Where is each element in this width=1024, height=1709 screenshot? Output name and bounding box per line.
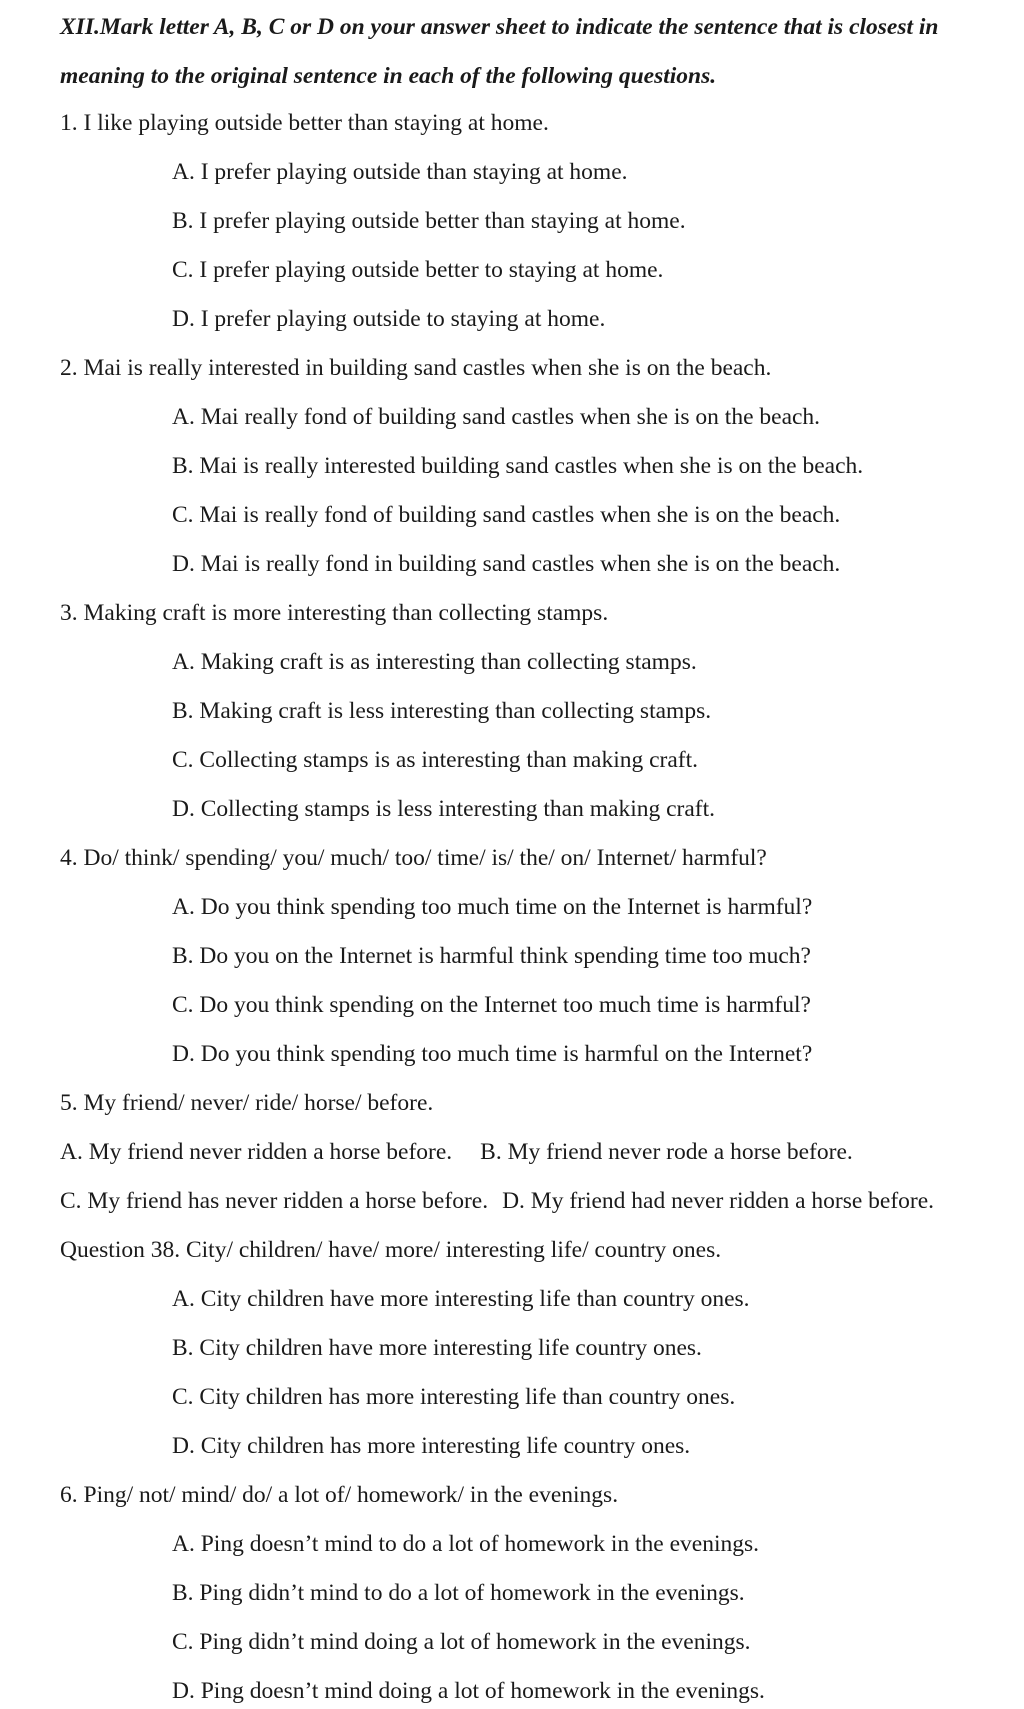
question-3-option-c[interactable]: C. Collecting stamps is as interesting than making craft.	[172, 747, 699, 773]
question-38-stem: Question 38. City/ children/ have/ more/ interesting life/ country ones.	[60, 1237, 722, 1263]
question-5-options-row-2	[60, 1186, 934, 1216]
question-2-stem: 2. Mai is really interested in building sand castles when she is on the beach.	[60, 355, 772, 381]
question-6-option-c[interactable]: C. Ping didn’t mind doing a lot of homework in the evenings.	[172, 1629, 751, 1655]
question-1-stem: 1. I like playing outside better than staying at home.	[60, 110, 549, 136]
question-4-option-c[interactable]: C. Do you think spending on the Internet too much time is harmful?	[172, 992, 811, 1018]
question-4-stem: 4. Do/ think/ spending/ you/ much/ too/ time/ is/ the/ on/ Internet/ harmful?	[60, 845, 767, 871]
question-2-option-a[interactable]: A. Mai really fond of building sand castles when she is on the beach.	[172, 404, 821, 430]
question-3-option-d[interactable]: D. Collecting stamps is less interesting than making craft.	[172, 796, 716, 822]
question-1-option-a[interactable]: A. I prefer playing outside than staying at home.	[172, 159, 628, 185]
question-5-option-d[interactable]: D. My friend had never ridden a horse before.	[502, 1188, 935, 1214]
question-3-option-a[interactable]: A. Making craft is as interesting than collecting stamps.	[172, 649, 697, 675]
instruction-heading-line-1: XII.Mark letter A, B, C or D on your answer sheet to indicate the sentence that is closest in	[60, 14, 939, 40]
question-2-option-c[interactable]: C. Mai is really fond of building sand castles when she is on the beach.	[172, 502, 841, 528]
question-6-option-a[interactable]: A. Ping doesn’t mind to do a lot of homework in the evenings.	[172, 1531, 760, 1557]
question-6-stem: 6. Ping/ not/ mind/ do/ a lot of/ homework/ in the evenings.	[60, 1482, 619, 1508]
question-6-option-d[interactable]: D. Ping doesn’t mind doing a lot of homework in the evenings.	[172, 1678, 765, 1704]
question-4-option-a[interactable]: A. Do you think spending too much time on the Internet is harmful?	[172, 894, 813, 920]
question-5-stem: 5. My friend/ never/ ride/ horse/ before.	[60, 1090, 434, 1116]
question-3-option-b[interactable]: B. Making craft is less interesting than collecting stamps.	[172, 698, 712, 724]
question-1-option-d[interactable]: D. I prefer playing outside to staying at home.	[172, 306, 606, 332]
question-4-option-b[interactable]: B. Do you on the Internet is harmful think spending time too much?	[172, 943, 811, 969]
question-38-option-b[interactable]: B. City children have more interesting life country ones.	[172, 1335, 702, 1361]
instruction-heading-line-2: meaning to the original sentence in each of the following questions.	[60, 63, 717, 89]
question-3-stem: 3. Making craft is more interesting than collecting stamps.	[60, 600, 609, 626]
question-38-option-a[interactable]: A. City children have more interesting life than country ones.	[172, 1286, 750, 1312]
question-1-option-b[interactable]: B. I prefer playing outside better than staying at home.	[172, 208, 686, 234]
question-5-option-b[interactable]: B. My friend never rode a horse before.	[480, 1139, 853, 1165]
question-2-option-b[interactable]: B. Mai is really interested building sand castles when she is on the beach.	[172, 453, 864, 479]
question-5-option-a[interactable]: A. My friend never ridden a horse before.	[60, 1139, 453, 1165]
question-6-option-b[interactable]: B. Ping didn’t mind to do a lot of homework in the evenings.	[172, 1580, 745, 1606]
question-5-option-c[interactable]: C. My friend has never ridden a horse before.	[60, 1188, 489, 1214]
question-4-option-d[interactable]: D. Do you think spending too much time is harmful on the Internet?	[172, 1041, 813, 1067]
question-5-options-row-1	[60, 1137, 853, 1167]
question-2-option-d[interactable]: D. Mai is really fond in building sand castles when she is on the beach.	[172, 551, 841, 577]
question-38-option-c[interactable]: C. City children has more interesting life than country ones.	[172, 1384, 736, 1410]
question-38-option-d[interactable]: D. City children has more interesting life country ones.	[172, 1433, 691, 1459]
question-1-option-c[interactable]: C. I prefer playing outside better to staying at home.	[172, 257, 664, 283]
